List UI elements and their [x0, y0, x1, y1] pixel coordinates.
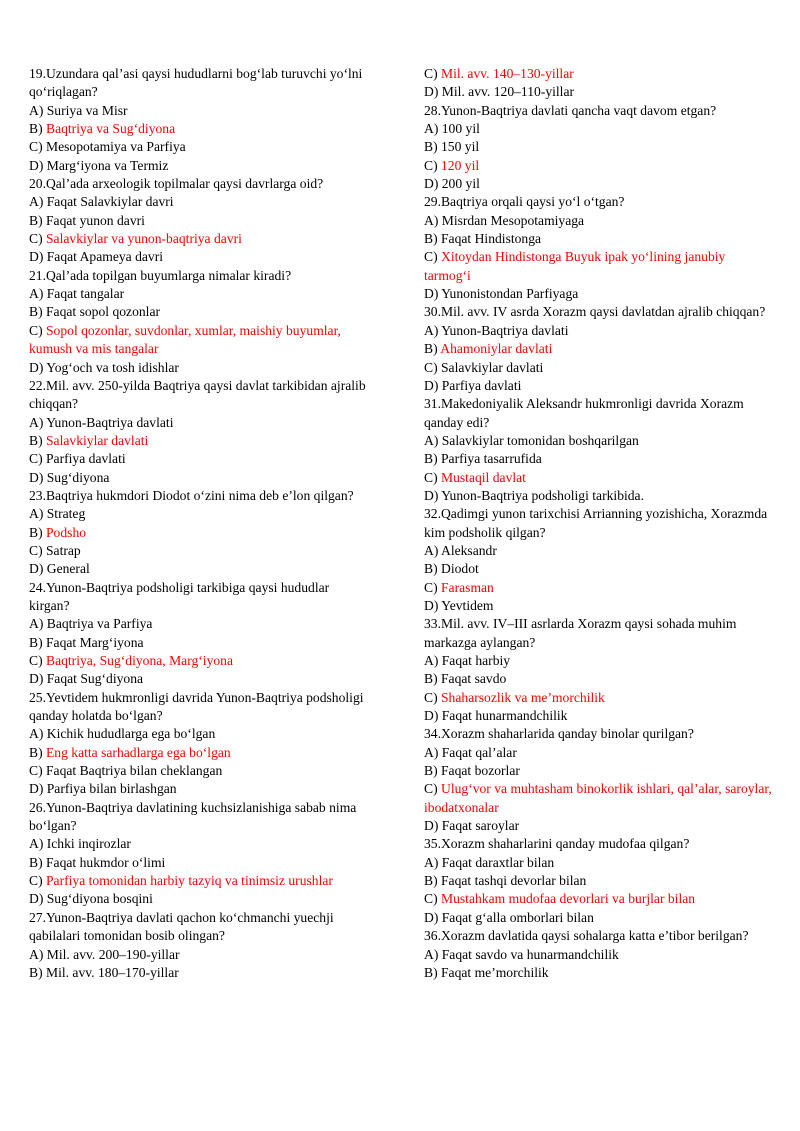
option-text: Ahamoniylar davlati: [440, 341, 553, 357]
option-text: Faqat saroylar: [441, 818, 520, 834]
option-text: Aleksandr: [441, 542, 497, 558]
answer-option: [424, 212, 774, 230]
option-letter: B): [29, 304, 46, 320]
option-text: Faqat tangalar: [46, 286, 125, 302]
option-text: Sopol qozonlar, suvdonlar, xumlar, maishiy buyumlar, kumush va mis tangalar: [29, 322, 341, 357]
answer-option: [424, 120, 774, 138]
option-text: Parfiya tasarrufida: [441, 451, 542, 467]
option-text: Faqat qal’alar: [441, 744, 517, 760]
answer-option: [29, 285, 369, 303]
left-column: [29, 65, 369, 982]
question-text: 35.Xorazm shaharlarini qanday mudofaa qilgan?: [424, 836, 690, 852]
option-text: Farasman: [441, 579, 494, 595]
option-letter: C): [29, 873, 46, 889]
option-text: Faqat Salavkiylar davri: [46, 194, 174, 210]
answer-option: [424, 817, 774, 835]
option-letter: B): [424, 231, 441, 247]
option-letter: B): [29, 744, 46, 760]
option-letter: C): [29, 451, 46, 467]
option-text: 150 yil: [441, 139, 480, 155]
option-letter: C): [29, 763, 46, 779]
option-letter: B): [29, 121, 46, 137]
option-letter: B): [29, 634, 46, 650]
option-text: Mil. avv. 140–130-yillar: [441, 66, 574, 81]
question-text: 31.Makedoniyalik Aleksandr hukmronligi davrida Xorazm qanday edi?: [424, 396, 744, 430]
answer-option: [424, 964, 774, 982]
correct-answer-option: [424, 248, 774, 285]
answer-option: [29, 303, 369, 321]
question-text: 29.Baqtriya orqali qaysi yo‘l o‘tgan?: [424, 194, 625, 210]
option-text: Shaharsozlik va me’morchilik: [441, 689, 605, 705]
correct-answer-option: [29, 322, 369, 359]
option-letter: A): [29, 194, 47, 210]
correct-answer-option: [424, 689, 774, 707]
answer-option: [424, 377, 774, 395]
option-letter: A): [29, 836, 47, 852]
option-letter: B): [424, 139, 441, 155]
option-letter: A): [424, 946, 442, 962]
option-text: Faqat bozorlar: [441, 763, 520, 779]
answer-option: [424, 285, 774, 303]
option-text: Faqat g‘alla omborlari bilan: [441, 909, 594, 925]
option-letter: C): [424, 157, 441, 173]
option-letter: A): [424, 542, 441, 558]
option-text: Faqat savdo: [441, 671, 507, 687]
option-text: Xitoydan Hindistonga Buyuk ipak yo‘lining janubiy tarmog‘i: [424, 249, 726, 283]
answer-option: [29, 780, 369, 798]
answer-option: [424, 487, 774, 505]
question-text: 23.Baqtriya hukmdori Diodot o‘zini nima deb e’lon qilgan?: [29, 487, 354, 503]
question-text: 24.Yunon-Baqtriya podsholigi tarkibiga qaysi hududlar kirgan?: [29, 579, 330, 613]
option-letter: A): [424, 432, 442, 448]
option-text: Yunon-Baqtriya podsholigi tarkibida.: [441, 487, 644, 503]
question-text: 20.Qal’ada arxeologik topilmalar qaysi davrlarga oid?: [29, 176, 324, 192]
option-letter: A): [424, 854, 442, 870]
option-text: Baqtriya va Parfiya: [46, 616, 153, 632]
option-letter: A): [29, 414, 47, 430]
answer-option: [424, 597, 774, 615]
option-letter: A): [29, 726, 47, 742]
option-letter: C): [424, 689, 441, 705]
option-letter: B): [424, 561, 441, 577]
option-text: Parfiya davlati: [46, 451, 126, 467]
option-text: Faqat Hindistonga: [441, 231, 542, 247]
option-letter: C): [29, 231, 46, 247]
correct-answer-option: [29, 652, 369, 670]
option-text: Faqat daraxtlar bilan: [441, 854, 555, 870]
option-text: Misrdan Mesopotamiyaga: [441, 212, 585, 228]
answer-option: [424, 854, 774, 872]
answer-option: [29, 835, 369, 853]
answer-option: [29, 634, 369, 652]
option-text: Salavkiylar davlati: [46, 432, 149, 448]
correct-answer-option: [29, 744, 369, 762]
option-letter: A): [424, 322, 442, 338]
answer-option: [29, 560, 369, 578]
option-letter: B): [424, 341, 441, 357]
option-text: 200 yil: [441, 176, 480, 192]
option-text: Sug‘diyona bosqini: [46, 891, 153, 907]
answer-option: [424, 359, 774, 377]
correct-answer-option: [29, 872, 369, 890]
option-letter: B): [29, 432, 46, 448]
option-letter: D): [424, 818, 442, 834]
option-text: Mesopotamiya va Parfiya: [46, 139, 186, 155]
option-text: Baqtriya, Sug‘diyona, Marg‘iyona: [46, 653, 234, 668]
option-letter: C): [424, 891, 441, 907]
option-letter: D): [29, 249, 47, 265]
answer-option: [29, 248, 369, 266]
answer-option: [424, 652, 774, 670]
option-text: Sug‘diyona: [46, 469, 110, 485]
answer-option: [424, 707, 774, 725]
answer-option: [424, 542, 774, 560]
answer-option: [29, 542, 369, 560]
correct-answer-option: [424, 579, 774, 597]
option-text: Faqat Marg‘iyona: [46, 634, 144, 650]
option-letter: D): [424, 597, 442, 613]
answer-option: [29, 762, 369, 780]
option-text: Faqat hukmdor o‘limi: [46, 854, 166, 870]
answer-option: [29, 946, 369, 964]
answer-option: [424, 909, 774, 927]
answer-option: [29, 469, 369, 487]
option-text: Mustaqil davlat: [441, 469, 526, 485]
question-text: 34.Xorazm shaharlarida qanday binolar qurilgan?: [424, 726, 694, 742]
option-text: Strateg: [46, 506, 86, 522]
option-letter: B): [29, 854, 46, 870]
answer-option: [29, 890, 369, 908]
option-text: Faqat harbiy: [441, 653, 511, 668]
option-letter: C): [29, 139, 46, 155]
answer-option: [424, 230, 774, 248]
option-letter: B): [424, 763, 441, 779]
option-text: Faqat tashqi devorlar bilan: [441, 873, 587, 889]
question-text: 30.Mil. avv. IV asrda Xorazm qaysi davlatdan ajralib chiqqan?: [424, 304, 766, 320]
option-letter: D): [29, 157, 47, 173]
option-letter: A): [29, 616, 47, 632]
option-text: Faqat Sug‘diyona: [46, 671, 144, 687]
right-column: [424, 65, 774, 982]
option-letter: A): [424, 121, 442, 137]
option-letter: A): [424, 653, 442, 668]
correct-answer-option: [424, 469, 774, 487]
option-letter: D): [424, 909, 442, 925]
option-letter: C): [424, 66, 441, 81]
answer-option: [29, 414, 369, 432]
option-text: Diodot: [441, 561, 479, 577]
option-text: Kichik hududlarga ega bo‘lgan: [46, 726, 216, 742]
option-letter: B): [29, 964, 46, 980]
option-letter: D): [424, 286, 442, 302]
option-letter: D): [424, 708, 442, 724]
option-letter: C): [424, 579, 441, 595]
option-text: Parfiya davlati: [441, 377, 522, 393]
option-text: Satrap: [46, 542, 81, 558]
option-text: Suriya va Misr: [46, 102, 128, 118]
question-text: 22.Mil. avv. 250-yilda Baqtriya qaysi davlat tarkibidan ajralib chiqqan?: [29, 377, 366, 412]
answer-option: [29, 138, 369, 156]
option-text: 120 yil: [441, 157, 480, 173]
option-text: 100 yil: [441, 121, 480, 137]
option-text: Yog‘och va tosh idishlar: [46, 359, 179, 375]
option-letter: B): [424, 451, 441, 467]
answer-option: [29, 193, 369, 211]
option-letter: D): [29, 561, 47, 577]
option-text: Eng katta sarhadlarga ega bo‘lgan: [46, 744, 231, 760]
option-letter: B): [424, 873, 441, 889]
answer-option: [29, 725, 369, 743]
option-text: Faqat yunon davri: [46, 212, 145, 228]
question-text: 25.Yevtidem hukmronligi davrida Yunon-Baqtriya podsholigi qanday holatda bo‘lgan?: [29, 689, 364, 724]
question-text: 21.Qal’ada topilgan buyumlarga nimalar kiradi?: [29, 267, 292, 283]
answer-option: [424, 322, 774, 340]
option-letter: A): [424, 212, 442, 228]
correct-answer-option: [29, 120, 369, 138]
question-text: 28.Yunon-Baqtriya davlati qancha vaqt davom etgan?: [424, 102, 717, 118]
answer-option: [424, 432, 774, 450]
answer-option: [424, 83, 774, 101]
option-text: Ulug‘vor va muhtasham binokorlik ishlari, qal’alar, saroylar, ibodatxonalar: [424, 781, 772, 815]
answer-option: [29, 359, 369, 377]
question-text: 36.Xorazm davlatida qaysi sohalarga katta e’tibor berilgan?: [424, 928, 749, 944]
answer-option: [424, 946, 774, 964]
option-letter: D): [29, 469, 47, 485]
correct-answer-option: [424, 65, 774, 83]
option-letter: B): [29, 524, 46, 540]
option-letter: A): [29, 946, 47, 962]
option-letter: B): [424, 964, 441, 980]
option-letter: B): [29, 212, 46, 228]
option-letter: C): [424, 249, 441, 265]
correct-answer-option: [424, 890, 774, 908]
option-letter: D): [29, 671, 47, 687]
question-text: 32.Qadimgi yunon tarixchisi Arrianning yozishicha, Xorazmda kim podsholik qilgan?: [424, 506, 768, 540]
option-letter: C): [29, 322, 46, 338]
option-letter: C): [424, 359, 441, 375]
option-letter: D): [424, 176, 442, 192]
option-letter: D): [29, 891, 47, 907]
option-text: Podsho: [46, 524, 87, 540]
correct-answer-option: [29, 230, 369, 248]
correct-answer-option: [29, 524, 369, 542]
answer-option: [424, 175, 774, 193]
option-text: Mil. avv. 120–110-yillar: [441, 84, 575, 100]
option-letter: A): [29, 506, 47, 522]
option-text: Salavkiylar va yunon-baqtriya davri: [46, 231, 242, 247]
option-letter: A): [29, 102, 47, 118]
option-text: Parfiya bilan birlashgan: [46, 781, 177, 797]
option-text: Yunonistondan Parfiyaga: [441, 286, 579, 302]
option-text: Baqtriya va Sug‘diyona: [46, 121, 176, 137]
answer-option: [424, 450, 774, 468]
answer-option: [29, 212, 369, 230]
question-text: 27.Yunon-Baqtriya davlati qachon ko‘chmanchi yuechji qabilalari tomonidan bosib olingan?: [29, 909, 334, 944]
option-text: Faqat Baqtriya bilan cheklangan: [46, 763, 223, 779]
option-letter: C): [29, 653, 46, 668]
answer-option: [424, 560, 774, 578]
question-text: 26.Yunon-Baqtriya davlatining kuchsizlanishiga sabab nima bo‘lgan?: [29, 799, 357, 834]
option-letter: A): [424, 744, 442, 760]
answer-option: [29, 505, 369, 523]
answer-option: [424, 670, 774, 688]
answer-option: [29, 157, 369, 175]
option-text: Parfiya tomonidan harbiy tazyiq va tinimsiz urushlar: [46, 873, 333, 889]
option-text: Faqat me’morchilik: [441, 964, 549, 980]
option-letter: D): [424, 487, 442, 503]
option-letter: D): [29, 781, 47, 797]
option-text: Marg‘iyona va Termiz: [46, 157, 169, 173]
answer-option: [29, 964, 369, 982]
option-text: Ichki inqirozlar: [46, 836, 131, 852]
answer-option: [29, 670, 369, 688]
option-text: Mil. avv. 180–170-yillar: [46, 964, 179, 980]
option-text: Yunon-Baqtriya davlati: [46, 414, 174, 430]
correct-answer-option: [424, 157, 774, 175]
option-letter: C): [424, 469, 441, 485]
question-text: 33.Mil. avv. IV–III asrlarda Xorazm qaysi sohada muhim markazga aylangan?: [424, 616, 737, 650]
option-letter: A): [29, 286, 47, 302]
answer-option: [424, 872, 774, 890]
answer-option: [424, 744, 774, 762]
option-text: Salavkiylar davlati: [441, 359, 544, 375]
option-text: General: [46, 561, 90, 577]
option-letter: C): [424, 781, 441, 797]
answer-option: [29, 615, 369, 633]
option-letter: D): [424, 84, 442, 100]
correct-answer-option: [424, 340, 774, 358]
answer-option: [424, 762, 774, 780]
option-text: Faqat sopol qozonlar: [46, 304, 161, 320]
option-text: Salavkiylar tomonidan boshqarilgan: [441, 432, 639, 448]
question-text: 19.Uzundara qal’asi qaysi hududlarni bog‘lab turuvchi yo‘lni qo‘riqlagan?: [29, 66, 363, 100]
correct-answer-option: [424, 780, 774, 817]
option-letter: D): [424, 377, 442, 393]
option-text: Faqat hunarmandchilik: [441, 708, 568, 724]
answer-option: [29, 450, 369, 468]
option-text: Faqat savdo va hunarmandchilik: [441, 946, 619, 962]
answer-option: [424, 138, 774, 156]
option-letter: D): [29, 359, 47, 375]
answer-option: [29, 854, 369, 872]
answer-option: [29, 102, 369, 120]
correct-answer-option: [29, 432, 369, 450]
option-text: Mil. avv. 200–190-yillar: [46, 946, 180, 962]
option-text: Faqat Apameya davri: [46, 249, 164, 265]
option-text: Yevtidem: [441, 597, 494, 613]
option-letter: B): [424, 671, 441, 687]
option-text: Yunon-Baqtriya davlati: [441, 322, 569, 338]
option-text: Mustahkam mudofaa devorlari va burjlar bilan: [441, 891, 696, 907]
option-letter: C): [29, 542, 46, 558]
